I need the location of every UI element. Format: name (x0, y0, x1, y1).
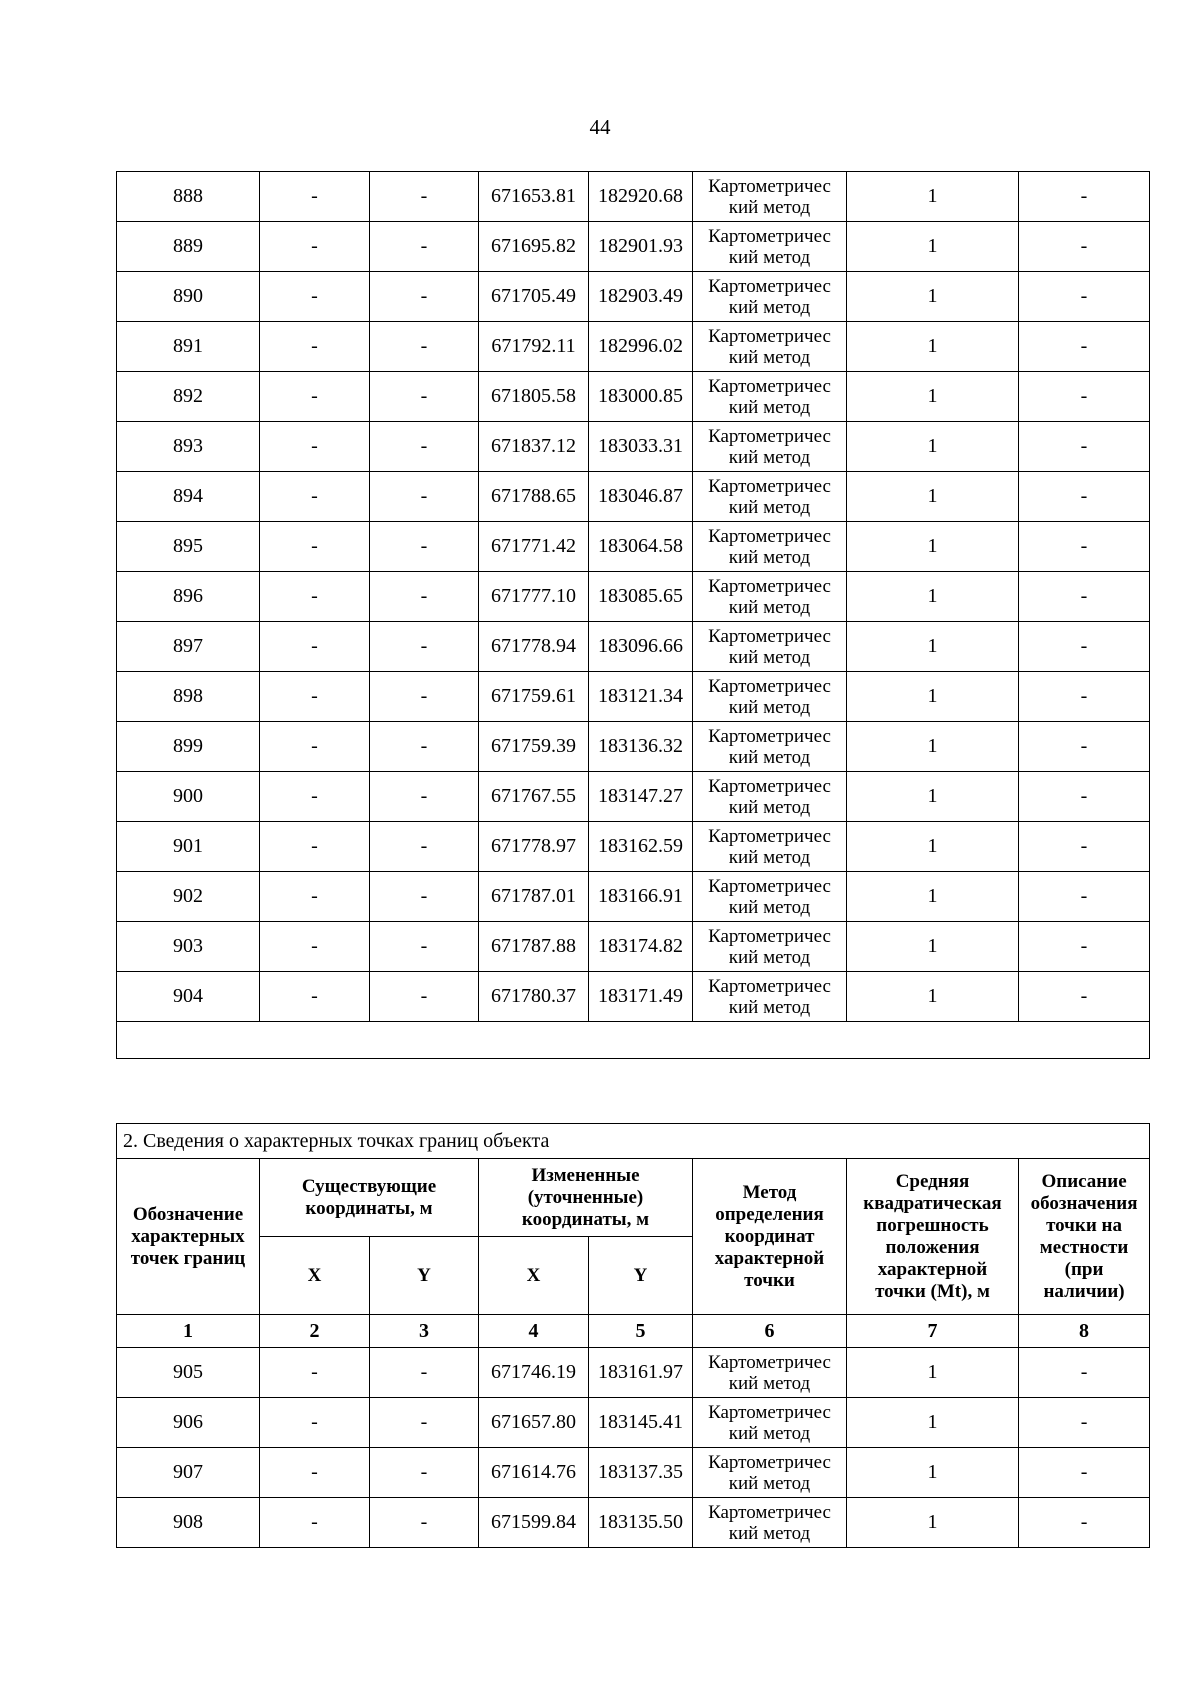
table-row (117, 672, 1150, 722)
cell-existing-y: - (370, 622, 479, 672)
method-line: Картометричес (708, 425, 831, 447)
cell-method (693, 522, 847, 572)
method-line: кий метод (728, 346, 811, 368)
cell-method (693, 1448, 847, 1498)
cell-point-id: 905 (117, 1348, 260, 1398)
table-row (117, 722, 1150, 772)
cell-existing-x: - (260, 272, 370, 322)
cell-point-id: 897 (117, 622, 260, 672)
cell-y: 183171.49 (589, 972, 693, 1022)
cell-x: 671705.49 (479, 272, 589, 322)
cell-existing-y: - (370, 722, 479, 772)
cell-x: 671695.82 (479, 222, 589, 272)
cell-existing-x: - (260, 472, 370, 522)
method-line: Картометричес (708, 325, 831, 347)
header-changed-y: Y (589, 1237, 693, 1315)
cell-x: 671788.65 (479, 472, 589, 522)
method-line: Картометричес (708, 1451, 831, 1473)
cell-x: 671767.55 (479, 772, 589, 822)
cell-x: 671787.01 (479, 872, 589, 922)
cell-x: 671837.12 (479, 422, 589, 472)
header-line: Обозначение (132, 1203, 244, 1225)
method-line: кий метод (728, 246, 811, 268)
header-line: характерной (877, 1258, 988, 1280)
cell-method (693, 322, 847, 372)
cell-description: - (1019, 622, 1150, 672)
table-body (117, 1348, 1150, 1548)
cell-existing-x: - (260, 972, 370, 1022)
cell-y: 183033.31 (589, 422, 693, 472)
cell-description: - (1019, 1498, 1150, 1548)
column-numbers-row (117, 1315, 1150, 1348)
table-row (117, 872, 1150, 922)
cell-existing-x: - (260, 922, 370, 972)
method-line: Картометричес (708, 375, 831, 397)
cell-existing-y: - (370, 1498, 479, 1548)
cell-point-id: 899 (117, 722, 260, 772)
column-number: 1 (117, 1315, 260, 1348)
method-line: кий метод (728, 946, 811, 968)
cell-y: 183064.58 (589, 522, 693, 572)
table-row (117, 1498, 1150, 1548)
cell-method (693, 622, 847, 672)
cell-existing-x: - (260, 422, 370, 472)
cell-mt: 1 (847, 422, 1019, 472)
cell-method (693, 772, 847, 822)
cell-method (693, 472, 847, 522)
cell-y: 183085.65 (589, 572, 693, 622)
column-number: 4 (479, 1315, 589, 1348)
cell-x: 671787.88 (479, 922, 589, 972)
cell-mt: 1 (847, 972, 1019, 1022)
method-line: Картометричес (708, 725, 831, 747)
boundary-points-table-continued (116, 171, 1150, 1059)
header-changed-x: X (479, 1237, 589, 1315)
method-line: кий метод (728, 746, 811, 768)
cell-y: 183162.59 (589, 822, 693, 872)
cell-existing-x: - (260, 622, 370, 672)
cell-existing-x: - (260, 672, 370, 722)
method-line: кий метод (728, 996, 811, 1018)
table-row (117, 822, 1150, 872)
cell-point-id: 907 (117, 1448, 260, 1498)
cell-method (693, 172, 847, 222)
method-line: кий метод (728, 446, 811, 468)
cell-description: - (1019, 672, 1150, 722)
header-line: наличии) (1043, 1280, 1125, 1302)
table-row (117, 1448, 1150, 1498)
cell-method (693, 1398, 847, 1448)
cell-description: - (1019, 322, 1150, 372)
cell-point-id: 891 (117, 322, 260, 372)
cell-existing-x: - (260, 322, 370, 372)
cell-method (693, 822, 847, 872)
table-body (117, 172, 1150, 1059)
cell-mt: 1 (847, 472, 1019, 522)
header-line: Средняя (895, 1170, 970, 1192)
method-line: Картометричес (708, 525, 831, 547)
cell-description: - (1019, 1448, 1150, 1498)
boundary-points-table (116, 1123, 1150, 1548)
cell-existing-x: - (260, 522, 370, 572)
cell-existing-y: - (370, 1448, 479, 1498)
header-line: координат (724, 1225, 815, 1247)
cell-existing-x: - (260, 1398, 370, 1448)
cell-y: 183147.27 (589, 772, 693, 822)
cell-mt: 1 (847, 272, 1019, 322)
cell-existing-y: - (370, 172, 479, 222)
cell-point-id: 892 (117, 372, 260, 422)
cell-description: - (1019, 1398, 1150, 1448)
cell-existing-y: - (370, 1348, 479, 1398)
header-line: точки (744, 1269, 795, 1291)
cell-description: - (1019, 222, 1150, 272)
cell-mt: 1 (847, 572, 1019, 622)
cell-description: - (1019, 172, 1150, 222)
header-mt (847, 1159, 1019, 1315)
cell-method (693, 572, 847, 622)
cell-existing-y: - (370, 1398, 479, 1448)
cell-method (693, 922, 847, 972)
header-line: характерных (131, 1225, 245, 1247)
cell-y: 183096.66 (589, 622, 693, 672)
cell-mt: 1 (847, 672, 1019, 722)
method-line: кий метод (728, 496, 811, 518)
cell-mt: 1 (847, 772, 1019, 822)
table-row (117, 172, 1150, 222)
cell-method (693, 372, 847, 422)
cell-x: 671599.84 (479, 1498, 589, 1548)
cell-mt: 1 (847, 1398, 1019, 1448)
cell-point-id: 888 (117, 172, 260, 222)
cell-existing-y: - (370, 672, 479, 722)
header-line: определения (715, 1203, 824, 1225)
cell-description: - (1019, 972, 1150, 1022)
header-line: координаты, м (305, 1197, 433, 1219)
cell-y: 183174.82 (589, 922, 693, 972)
cell-mt: 1 (847, 172, 1019, 222)
cell-x: 671746.19 (479, 1348, 589, 1398)
column-number: 7 (847, 1315, 1019, 1348)
header-line: точек границ (130, 1247, 246, 1269)
method-line: кий метод (728, 396, 811, 418)
cell-x: 671657.80 (479, 1398, 589, 1448)
cell-y: 182903.49 (589, 272, 693, 322)
cell-point-id: 904 (117, 972, 260, 1022)
cell-y: 183000.85 (589, 372, 693, 422)
table-title: 2. Сведения о характерных точках границ объекта (117, 1124, 1150, 1159)
cell-method (693, 872, 847, 922)
header-line: Измененные (531, 1164, 640, 1186)
cell-mt: 1 (847, 722, 1019, 772)
cell-point-id: 901 (117, 822, 260, 872)
cell-existing-x: - (260, 1448, 370, 1498)
cell-point-id: 906 (117, 1398, 260, 1448)
cell-method (693, 722, 847, 772)
table-row (117, 622, 1150, 672)
method-line: кий метод (728, 696, 811, 718)
method-line: кий метод (728, 846, 811, 868)
cell-method (693, 1348, 847, 1398)
cell-existing-y: - (370, 422, 479, 472)
cell-description: - (1019, 872, 1150, 922)
cell-x: 671653.81 (479, 172, 589, 222)
cell-existing-y: - (370, 372, 479, 422)
cell-point-id: 896 (117, 572, 260, 622)
header-line: точки (Mt), м (875, 1280, 990, 1302)
column-number: 3 (370, 1315, 479, 1348)
cell-description: - (1019, 472, 1150, 522)
cell-description: - (1019, 1348, 1150, 1398)
method-line: Картометричес (708, 1351, 831, 1373)
header-line: (при (1064, 1258, 1104, 1280)
page-number: 44 (589, 115, 611, 139)
cell-description: - (1019, 422, 1150, 472)
header-point-id (117, 1159, 260, 1315)
cell-existing-x: - (260, 1498, 370, 1548)
cell-description: - (1019, 822, 1150, 872)
method-line: Картометричес (708, 875, 831, 897)
header-line: положения (885, 1236, 980, 1258)
cell-description: - (1019, 722, 1150, 772)
method-line: Картометричес (708, 975, 831, 997)
cell-mt: 1 (847, 372, 1019, 422)
cell-point-id: 903 (117, 922, 260, 972)
cell-mt: 1 (847, 922, 1019, 972)
header-line: (уточненные) (527, 1186, 644, 1208)
cell-existing-x: - (260, 222, 370, 272)
header-line: Метод (742, 1181, 797, 1203)
method-line: кий метод (728, 296, 811, 318)
cell-method (693, 272, 847, 322)
method-line: Картометричес (708, 225, 831, 247)
method-line: кий метод (728, 1372, 811, 1394)
method-line: Картометричес (708, 1501, 831, 1523)
cell-existing-y: - (370, 222, 479, 272)
cell-y: 183046.87 (589, 472, 693, 522)
header-line: координаты, м (521, 1208, 650, 1230)
cell-y: 183136.32 (589, 722, 693, 772)
cell-existing-y: - (370, 322, 479, 372)
cell-existing-y: - (370, 872, 479, 922)
method-line: Картометричес (708, 825, 831, 847)
cell-y: 183161.97 (589, 1348, 693, 1398)
cell-y: 183121.34 (589, 672, 693, 722)
cell-point-id: 889 (117, 222, 260, 272)
method-line: Картометричес (708, 275, 831, 297)
header-line: Существующие (301, 1175, 437, 1197)
cell-existing-x: - (260, 372, 370, 422)
method-line: Картометричес (708, 1401, 831, 1423)
cell-x: 671778.94 (479, 622, 589, 672)
cell-x: 671614.76 (479, 1448, 589, 1498)
cell-x: 671792.11 (479, 322, 589, 372)
cell-point-id: 908 (117, 1498, 260, 1548)
method-line: кий метод (728, 1422, 811, 1444)
method-line: кий метод (728, 546, 811, 568)
cell-method (693, 422, 847, 472)
cell-point-id: 890 (117, 272, 260, 322)
method-line: Картометричес (708, 175, 831, 197)
table-row (117, 1398, 1150, 1448)
header-line: точки на (1046, 1214, 1122, 1236)
cell-x: 671805.58 (479, 372, 589, 422)
method-line: Картометричес (708, 675, 831, 697)
cell-mt: 1 (847, 522, 1019, 572)
cell-x: 671777.10 (479, 572, 589, 622)
method-line: кий метод (728, 596, 811, 618)
cell-y: 183137.35 (589, 1448, 693, 1498)
header-line: погрешность (876, 1214, 989, 1236)
cell-existing-x: - (260, 1348, 370, 1398)
cell-description: - (1019, 922, 1150, 972)
header-line: характерной (714, 1247, 825, 1269)
cell-existing-y: - (370, 522, 479, 572)
method-line: кий метод (728, 196, 811, 218)
cell-point-id: 893 (117, 422, 260, 472)
method-line: Картометричес (708, 625, 831, 647)
header-line: местности (1039, 1236, 1129, 1258)
header-description (1019, 1159, 1150, 1315)
cell-mt: 1 (847, 822, 1019, 872)
cell-existing-y: - (370, 972, 479, 1022)
cell-y: 183135.50 (589, 1498, 693, 1548)
cell-description: - (1019, 772, 1150, 822)
header-changed-coords (479, 1159, 693, 1237)
table-row (117, 572, 1150, 622)
empty-cell (117, 1022, 1150, 1059)
cell-x: 671778.97 (479, 822, 589, 872)
cell-method (693, 222, 847, 272)
cell-existing-x: - (260, 722, 370, 772)
cell-method (693, 972, 847, 1022)
table-row (117, 972, 1150, 1022)
table-row (117, 372, 1150, 422)
cell-y: 182920.68 (589, 172, 693, 222)
method-line: Картометричес (708, 475, 831, 497)
method-line: кий метод (728, 646, 811, 668)
cell-existing-x: - (260, 172, 370, 222)
table-row (117, 772, 1150, 822)
table-row (117, 1348, 1150, 1398)
column-number: 6 (693, 1315, 847, 1348)
header-existing-x: X (260, 1237, 370, 1315)
method-line: Картометричес (708, 775, 831, 797)
cell-existing-y: - (370, 922, 479, 972)
header-line: квадратическая (863, 1192, 1002, 1214)
method-line: Картометричес (708, 925, 831, 947)
table-row (117, 272, 1150, 322)
cell-existing-x: - (260, 572, 370, 622)
cell-existing-y: - (370, 472, 479, 522)
cell-description: - (1019, 522, 1150, 572)
method-line: кий метод (728, 1522, 811, 1544)
cell-description: - (1019, 272, 1150, 322)
cell-x: 671780.37 (479, 972, 589, 1022)
cell-point-id: 894 (117, 472, 260, 522)
header-existing-y: Y (370, 1237, 479, 1315)
column-number: 8 (1019, 1315, 1150, 1348)
table-row (117, 472, 1150, 522)
cell-method (693, 672, 847, 722)
cell-mt: 1 (847, 322, 1019, 372)
method-line: кий метод (728, 1472, 811, 1494)
header-method (693, 1159, 847, 1315)
cell-mt: 1 (847, 622, 1019, 672)
column-number: 5 (589, 1315, 693, 1348)
header-line: Описание (1041, 1170, 1127, 1192)
cell-y: 182901.93 (589, 222, 693, 272)
cell-mt: 1 (847, 872, 1019, 922)
cell-x: 671771.42 (479, 522, 589, 572)
table-row (117, 222, 1150, 272)
cell-x: 671759.61 (479, 672, 589, 722)
cell-mt: 1 (847, 1448, 1019, 1498)
cell-mt: 1 (847, 1348, 1019, 1398)
cell-x: 671759.39 (479, 722, 589, 772)
method-line: кий метод (728, 896, 811, 918)
cell-point-id: 900 (117, 772, 260, 822)
cell-existing-y: - (370, 822, 479, 872)
empty-row (117, 1022, 1150, 1059)
cell-existing-y: - (370, 772, 479, 822)
header-existing-coords (260, 1159, 479, 1237)
cell-mt: 1 (847, 1498, 1019, 1548)
cell-y: 183166.91 (589, 872, 693, 922)
cell-point-id: 898 (117, 672, 260, 722)
cell-existing-x: - (260, 822, 370, 872)
cell-existing-x: - (260, 772, 370, 822)
cell-existing-y: - (370, 572, 479, 622)
method-line: Картометричес (708, 575, 831, 597)
cell-point-id: 895 (117, 522, 260, 572)
cell-y: 183145.41 (589, 1398, 693, 1448)
header-line: обозначения (1030, 1192, 1138, 1214)
cell-existing-y: - (370, 272, 479, 322)
table-row (117, 322, 1150, 372)
cell-mt: 1 (847, 222, 1019, 272)
table-row (117, 922, 1150, 972)
cell-existing-x: - (260, 872, 370, 922)
method-line: кий метод (728, 796, 811, 818)
table-row (117, 522, 1150, 572)
cell-method (693, 1498, 847, 1548)
column-number: 2 (260, 1315, 370, 1348)
cell-description: - (1019, 372, 1150, 422)
table-row (117, 422, 1150, 472)
cell-y: 182996.02 (589, 322, 693, 372)
cell-description: - (1019, 572, 1150, 622)
cell-point-id: 902 (117, 872, 260, 922)
